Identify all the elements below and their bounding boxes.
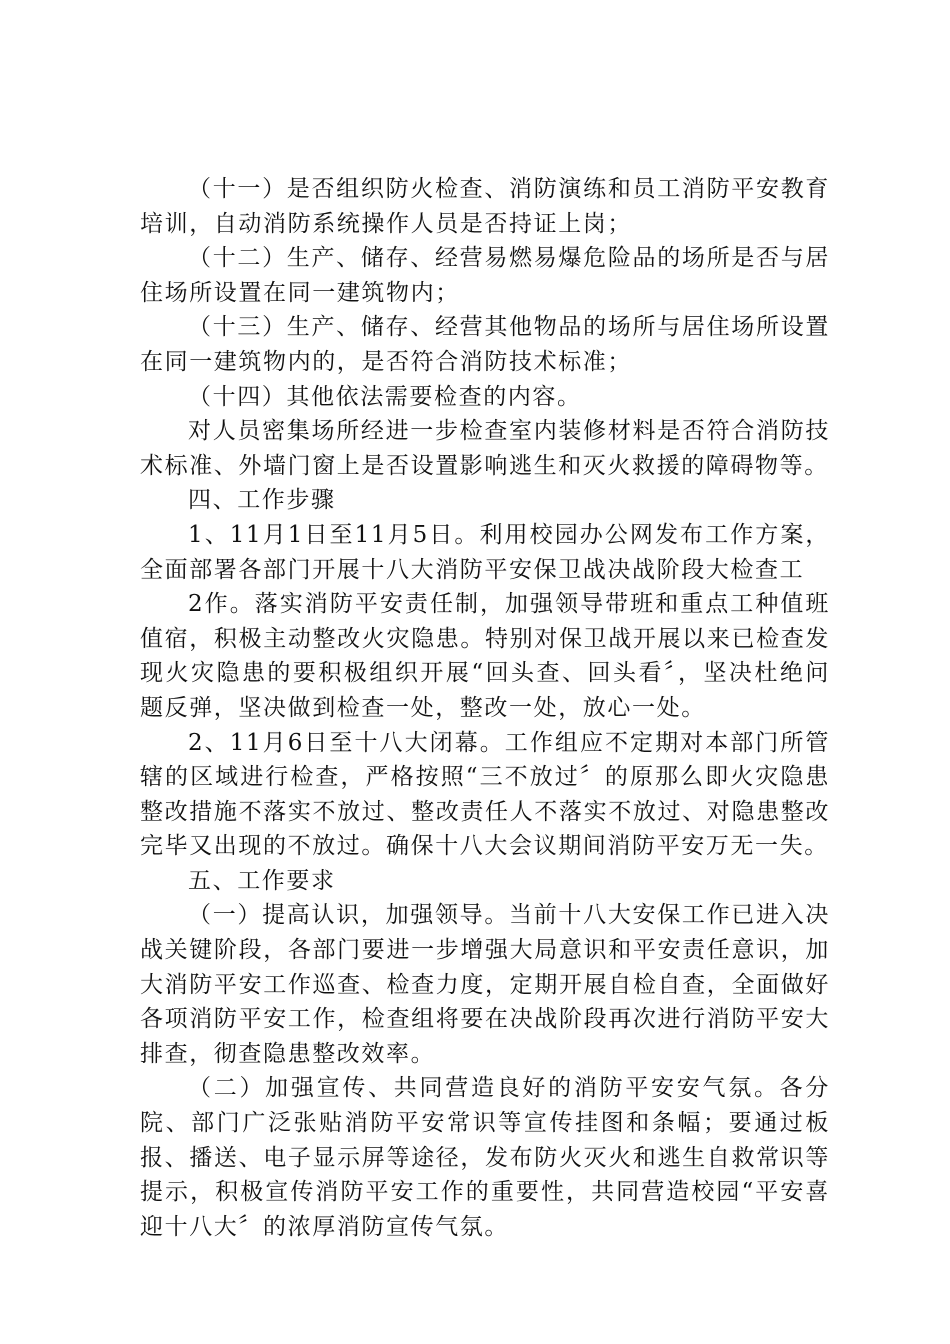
document-body bbox=[140, 172, 830, 1244]
paragraph-item-13: （十三）生产、储存、经营其他物品的场所与居住场所设置在同一建筑物内的，是否符合消防技术标准； bbox=[140, 314, 830, 375]
paragraph-step-2: 2、11月6日至十八大闭幕。工作组应不定期对本部门所管辖的区域进行检查，严格按照“三不放过〞的原那么即火灾隐患整改措施不落实不放过、整改责任人不落实不放过、对隐患整改完毕又出现的不放过。确保十八大会议期间消防平安万无一失。 bbox=[140, 729, 830, 860]
paragraph-item-14: （十四）其他依法需要检查的内容。 bbox=[188, 383, 582, 410]
paragraph-requirement-2: （二）加强宣传、共同营造良好的消防平安安气氛。各分院、部门广泛张贴消防平安常识等宣传挂图和条幅；要通过板报、播送、电子显示屏等途径，发布防火灭火和逃生自救常识等提示，积极宣传消防平安工作的重要性，共同营造校园“平安喜迎十八大〞的浓厚消防宣传气氛。 bbox=[140, 1075, 830, 1240]
paragraph-step-1: 1、11月1日至11月5日。利用校园办公网发布工作方案，全面部署各部门开展十八大消防平安保卫战决战阶段大检查工 bbox=[140, 521, 830, 583]
section-heading-work-requirements: 五、工作要求 bbox=[188, 867, 336, 894]
section-heading-work-steps: 四、工作步骤 bbox=[188, 487, 336, 514]
paragraph-crowded-places: 对人员密集场所经进一步检查室内装修材料是否符合消防技术标准、外墙门窗上是否设置影响逃生和灭火救援的障碍物等。 bbox=[140, 418, 830, 479]
paragraph-item-11: （十一）是否组织防火检查、消防演练和员工消防平安教育培训，自动消防系统操作人员是否持证上岗； bbox=[140, 176, 830, 237]
paragraph-requirement-1: （一）提高认识，加强领导。当前十八大安保工作已进入决战关键阶段，各部门要进一步增强大局意识和平安责任意识，加大消防平安工作巡查、检查力度，定期开展自检自查，全面做好各项消防平安工作，检查组将要在决战阶段再次进行消防平安大排查，彻查隐患整改效率。 bbox=[140, 902, 830, 1067]
paragraph-step-1-continued: 2作。落实消防平安责任制，加强领导带班和重点工种值班值宿，积极主动整改火灾隐患。特别对保卫战开展以来已检查发现火灾隐患的要积极组织开展“回头查、回头看〞，坚决杜绝问题反弹，坚决做到检查一处，整改一处，放心一处。 bbox=[140, 591, 830, 721]
paragraph-item-12: （十二）生产、储存、经营易燃易爆危险品的场所是否与居住场所设置在同一建筑物内； bbox=[140, 245, 830, 306]
